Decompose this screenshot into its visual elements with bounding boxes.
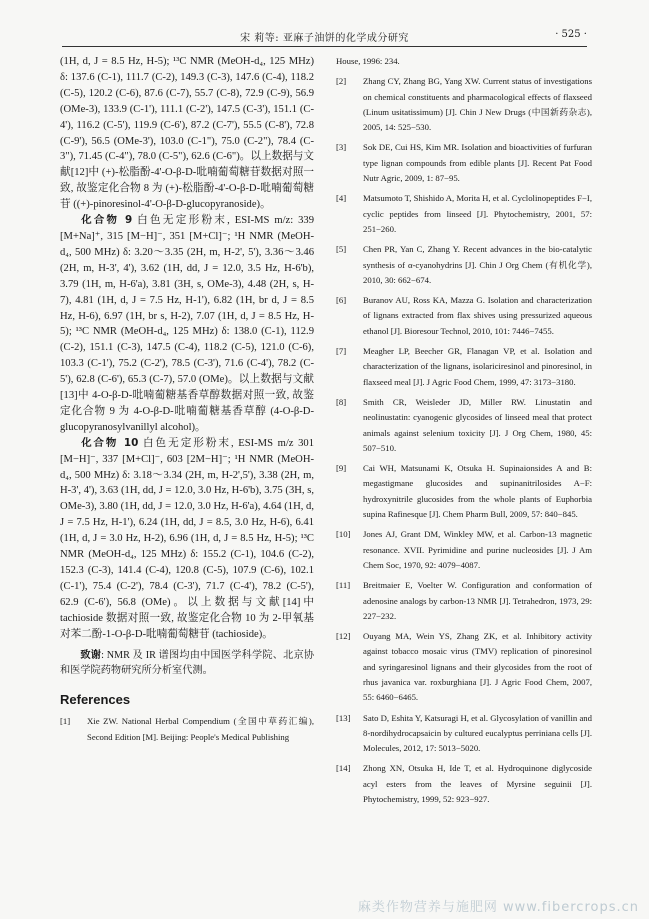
reference-item	[336, 629, 592, 705]
reference-item	[336, 293, 592, 339]
reference-item	[336, 344, 592, 390]
reference-item	[336, 461, 592, 522]
reference-item	[336, 527, 592, 573]
reference-number: [6]	[336, 295, 347, 306]
compound-9-heading: 化合物 9	[81, 214, 133, 227]
reference-continuation: House, 1996: 234.	[336, 56, 400, 66]
running-header	[62, 28, 587, 47]
reference-text: Zhang CY, Zhang BG, Yang XW. Current status of investigations on chemical constituents and pharmacological effects of flaxseed (Linum usitatissimum) [J]. Chin J New Drugs (中国新药杂志), 2005, 14: 525−530.	[363, 76, 592, 133]
reference-number: [3]	[336, 142, 347, 153]
reference-text: Cai WH, Matsunami K, Otsuka H. Supinaionsides A and B: megastigmane glucosides and supinanitrilosides A−F: hydroxynitrile glucosides from the whole plants of Euphorbia supina Rafinesque [J]. Chem Pharm Bull, 2009, 57: 840−845.	[363, 463, 592, 520]
reference-text: Buranov AU, Ross KA, Mazza G. Isolation and characterization of lignans extracted from flax shives using pressurized aqueous ethanol [J]. Bioresour Technol, 2010, 101: 7446−7455.	[363, 295, 592, 336]
reference-list	[336, 74, 592, 807]
compound-9-paragraph	[60, 213, 314, 436]
compound-9-body: 白色无定形粉末, ESI-MS m/z: 339 [M+Na]⁺, 315 [M−H]⁻, 351 [M+Cl]⁻; ¹H NMR (MeOH-d₄, 500 MHz) δ: 3.20～3.35 (2H, m, H-2', 5'), 3.36～3.46 (2H, m, H-3', 4'), 3.62 (1H, dd, J = 12.0, 3.5 Hz, H-6'b), 3.79 (1H, m, H-6'a), 3.81 (3H, s, OMe-3), 4.48 (2H, s, H-7), 4.81 (1H, d, J = 7.5 Hz, H-1'), 6.82 (1H, br d, J = 8.5 Hz, H-6), 6.97 (1H, br s, H-2), 7.07 (1H, d, J = 8.5 Hz, H-5); ¹³C NMR (MeOH-d₄, 125 MHz) δ: 138.0 (C-1), 112.9 (C-2), 151.1 (C-3), 147.5 (C-4), 118.2 (C-5), 121.0 (C-6), 103.3 (C-1'), 75.2 (C-2'), 78.5 (C-3'), 71.6 (C-4'), 78.2 (C-5'), 62.8 (C-6'), 65.3 (C-7), 57.0 (OMe)。以上数据与文献[13]中 4-O-β-D-吡喃葡糖基香草醇数据对照一致, 故鉴定化合物 9 为 4-O-β-D-吡喃葡糖基香草醇 (4-O-β-D-glucopyranosylvanillyl alcohol)。	[60, 215, 314, 433]
reference-number: [1]	[60, 716, 71, 727]
running-title: 宋 莉等: 亚麻子油饼的化学成分研究	[240, 33, 409, 44]
reference-text: Sato D, Eshita Y, Katsuragi H, et al. Glycosylation of vanillin and 8-nordihydrocapsaicin by cultured eucalyptus perriniana cells [J]. Molecules, 2012, 17: 5013−5020.	[363, 712, 592, 754]
reference-number: [8]	[336, 396, 347, 407]
reference-number: [5]	[336, 244, 347, 255]
reference-item	[60, 714, 314, 745]
page-number: · 525 ·	[555, 29, 587, 40]
reference-text: Xie ZW. National Herbal Compendium (全国中草药汇编), Second Edition [M]. Beijing: People's Medical Publishing	[87, 716, 314, 742]
reference-item	[336, 761, 592, 807]
compound-8-data-paragraph: (1H, d, J = 8.5 Hz, H-5); ¹³C NMR (MeOH-d₄, 125 MHz) δ: 137.6 (C-1), 111.7 (C-2), 149.3 (C-3), 147.6 (C-4), 118.2 (C-5), 120.2 (C-6), 87.6 (C-7), 55.7 (C-8), 72.9 (C-9), 56.9 (OMe-3), 133.9 (C-1'), 111.1 (C-2'), 147.5 (C-3'), 151.1 (C-4'), 116.2 (C-5'), 119.9 (C-6'), 87.2 (C-7'), 55.5 (C-8'), 72.8 (C-9'), 56.5 (OMe-3'), 103.0 (C-1"), 75.0 (C-2"), 78.4 (C-3"), 71.45 (C-4"), 78.0 (C-5"), 62.6 (C-6")。以上数据与文献[12]中 (+)-松脂酚-4'-O-β-D-吡喃葡萄糖苷数据对照一致, 故鉴定化合物 8 为 (+)-松脂酚-4'-O-β-D-吡喃葡萄糖苷 ((+)-pinoresinol-4'-O-β-D-glucopyranoside)。	[60, 56, 314, 211]
reference-text: Ouyang MA, Wein YS, Zhang ZK, et al. Inhibitory activity against tobacco mosaic virus (TMV) replication of pinoresinol and syringaresinol lignans and their glycosides from the root of rhus javanica var. roxburghiana [J]. J Agric Food Chem, 2007, 55: 6460−6465.	[363, 631, 592, 703]
references-heading: References	[60, 692, 131, 708]
acknowledgement	[60, 648, 314, 679]
reference-text: Smith CR, Weisleder JD, Miller RW. Linustatin and neolinustatin: cyanogenic glycosides of linseed meal that protect animals against selenium toxicity [J]. J Org Chem, 1980, 45: 507−510.	[363, 396, 592, 453]
reference-text: Sok DE, Cui HS, Kim MR. Isolation and bioactivities of furfuran type lignan compounds from edible plants [J]. Recent Pat Food Nutr Agric, 2009, 1: 87−95.	[363, 142, 592, 184]
reference-number: [2]	[336, 76, 347, 87]
reference-item	[336, 395, 592, 456]
reference-number: [11]	[336, 580, 351, 591]
reference-item	[336, 578, 592, 624]
reference-number: [13]	[336, 712, 351, 723]
reference-item	[336, 191, 592, 237]
left-column	[60, 54, 314, 750]
right-column	[336, 54, 592, 812]
reference-item	[336, 711, 592, 757]
reference-text: Meagher LP, Beecher GR, Flanagan VP, et al. Isolation and characterization of the lignans, isolariciresinol and pinoresinol, in flaxseed meal [J]. J Agric Food Chem, 1999, 47: 3173−3180.	[363, 346, 592, 387]
reference-item	[336, 242, 592, 288]
reference-number: [12]	[336, 631, 351, 642]
reference-number: [9]	[336, 463, 347, 474]
compound-10-heading: 化合物 10	[81, 436, 139, 449]
reference-text: Jones AJ, Grant DM, Winkley MW, et al. Carbon-13 magnetic resonance. XVII. Pyrimidine and purine nucleosides [J]. J Am Chem Soc, 1970, 92: 4079−4087.	[363, 529, 592, 570]
compound-10-paragraph	[60, 436, 314, 643]
acknowledgement-body: : NMR 及 IR 谱图均由中国医学科学院、北京协和医学院药物研究所分析室代测。	[60, 649, 315, 676]
reference-text: Breitmaier E, Voelter W. Configuration and conformation of adenosine analogs by carbon-13 NMR [J]. Tetrahedron, 1973, 29: 227−232.	[363, 580, 592, 621]
compound-10-body: 白色无定形粉末, ESI-MS m/z 301 [M−H]⁻, 337 [M+Cl]⁻, 603 [2M−H]⁻; ¹H NMR (MeOH-d₄, 500 MHz) δ: 3.18～3.34 (2H, m, H-2',5'), 3.38 (2H, m, H-3', 4'), 3.63 (1H, dd, J = 12.0, 3.0 Hz, H-6'b), 3.75 (3H, s, OMe-3), 3.80 (1H, dd, J = 12.0, 3.0 Hz, H-6'a), 4.64 (1H, d, J = 7.5 Hz, H-1'), 6.24 (1H, dd, J = 8.5, 3.0 Hz, H-6), 6.41 (1H, d, J = 3.0 Hz, H-2), 6.96 (1H, d, J = 8.5 Hz, H-5); ¹³C NMR (MeOH-d₄, 125 MHz) δ: 155.2 (C-1), 104.6 (C-2), 152.3 (C-3), 141.4 (C-4), 120.8 (C-5), 107.9 (C-6), 102.1 (C-1'), 75.4 (C-2'), 78.4 (C-3'), 71.7 (C-4'), 78.2 (C-5'), 62.9 (C-6'), 56.8 (OMe)。以上数据与文献[14]中 tachioside 数据对照一致, 故鉴定化合物 10 为 2-甲氧基对苯二酚-1-O-β-D-吡喃葡萄糖苷 (tachioside)。	[60, 437, 315, 640]
reference-text: Matsumoto T, Shishido A, Morita H, et al. Cyclolinopeptides F−I, cyclic peptides from linseed [J]. Phytochemistry, 2001, 57: 251−260.	[363, 193, 592, 234]
reference-item	[336, 74, 592, 135]
reference-text: Chen PR, Yan C, Zhang Y. Recent advances in the bio-catalytic synthesis of α-cyanohydrins [J]. Chin J Org Chem (有机化学), 2010, 30: 662−674.	[363, 244, 592, 285]
site-watermark: 麻类作物营养与施肥网 www.fibercrops.cn	[357, 900, 639, 915]
reference-number: [10]	[336, 529, 351, 540]
acknowledgement-label: 致谢	[80, 649, 102, 661]
reference-number: [14]	[336, 763, 351, 774]
reference-text: Zhong XN, Otsuka H, Ide T, et al. Hydroquinone diglycoside acyl esters from the leaves of Myrsine seguinii [J]. Phytochemistry, 1999, 52: 923−927.	[363, 763, 592, 805]
reference-number: [4]	[336, 193, 347, 204]
reference-number: [7]	[336, 346, 347, 357]
reference-item	[336, 140, 592, 186]
